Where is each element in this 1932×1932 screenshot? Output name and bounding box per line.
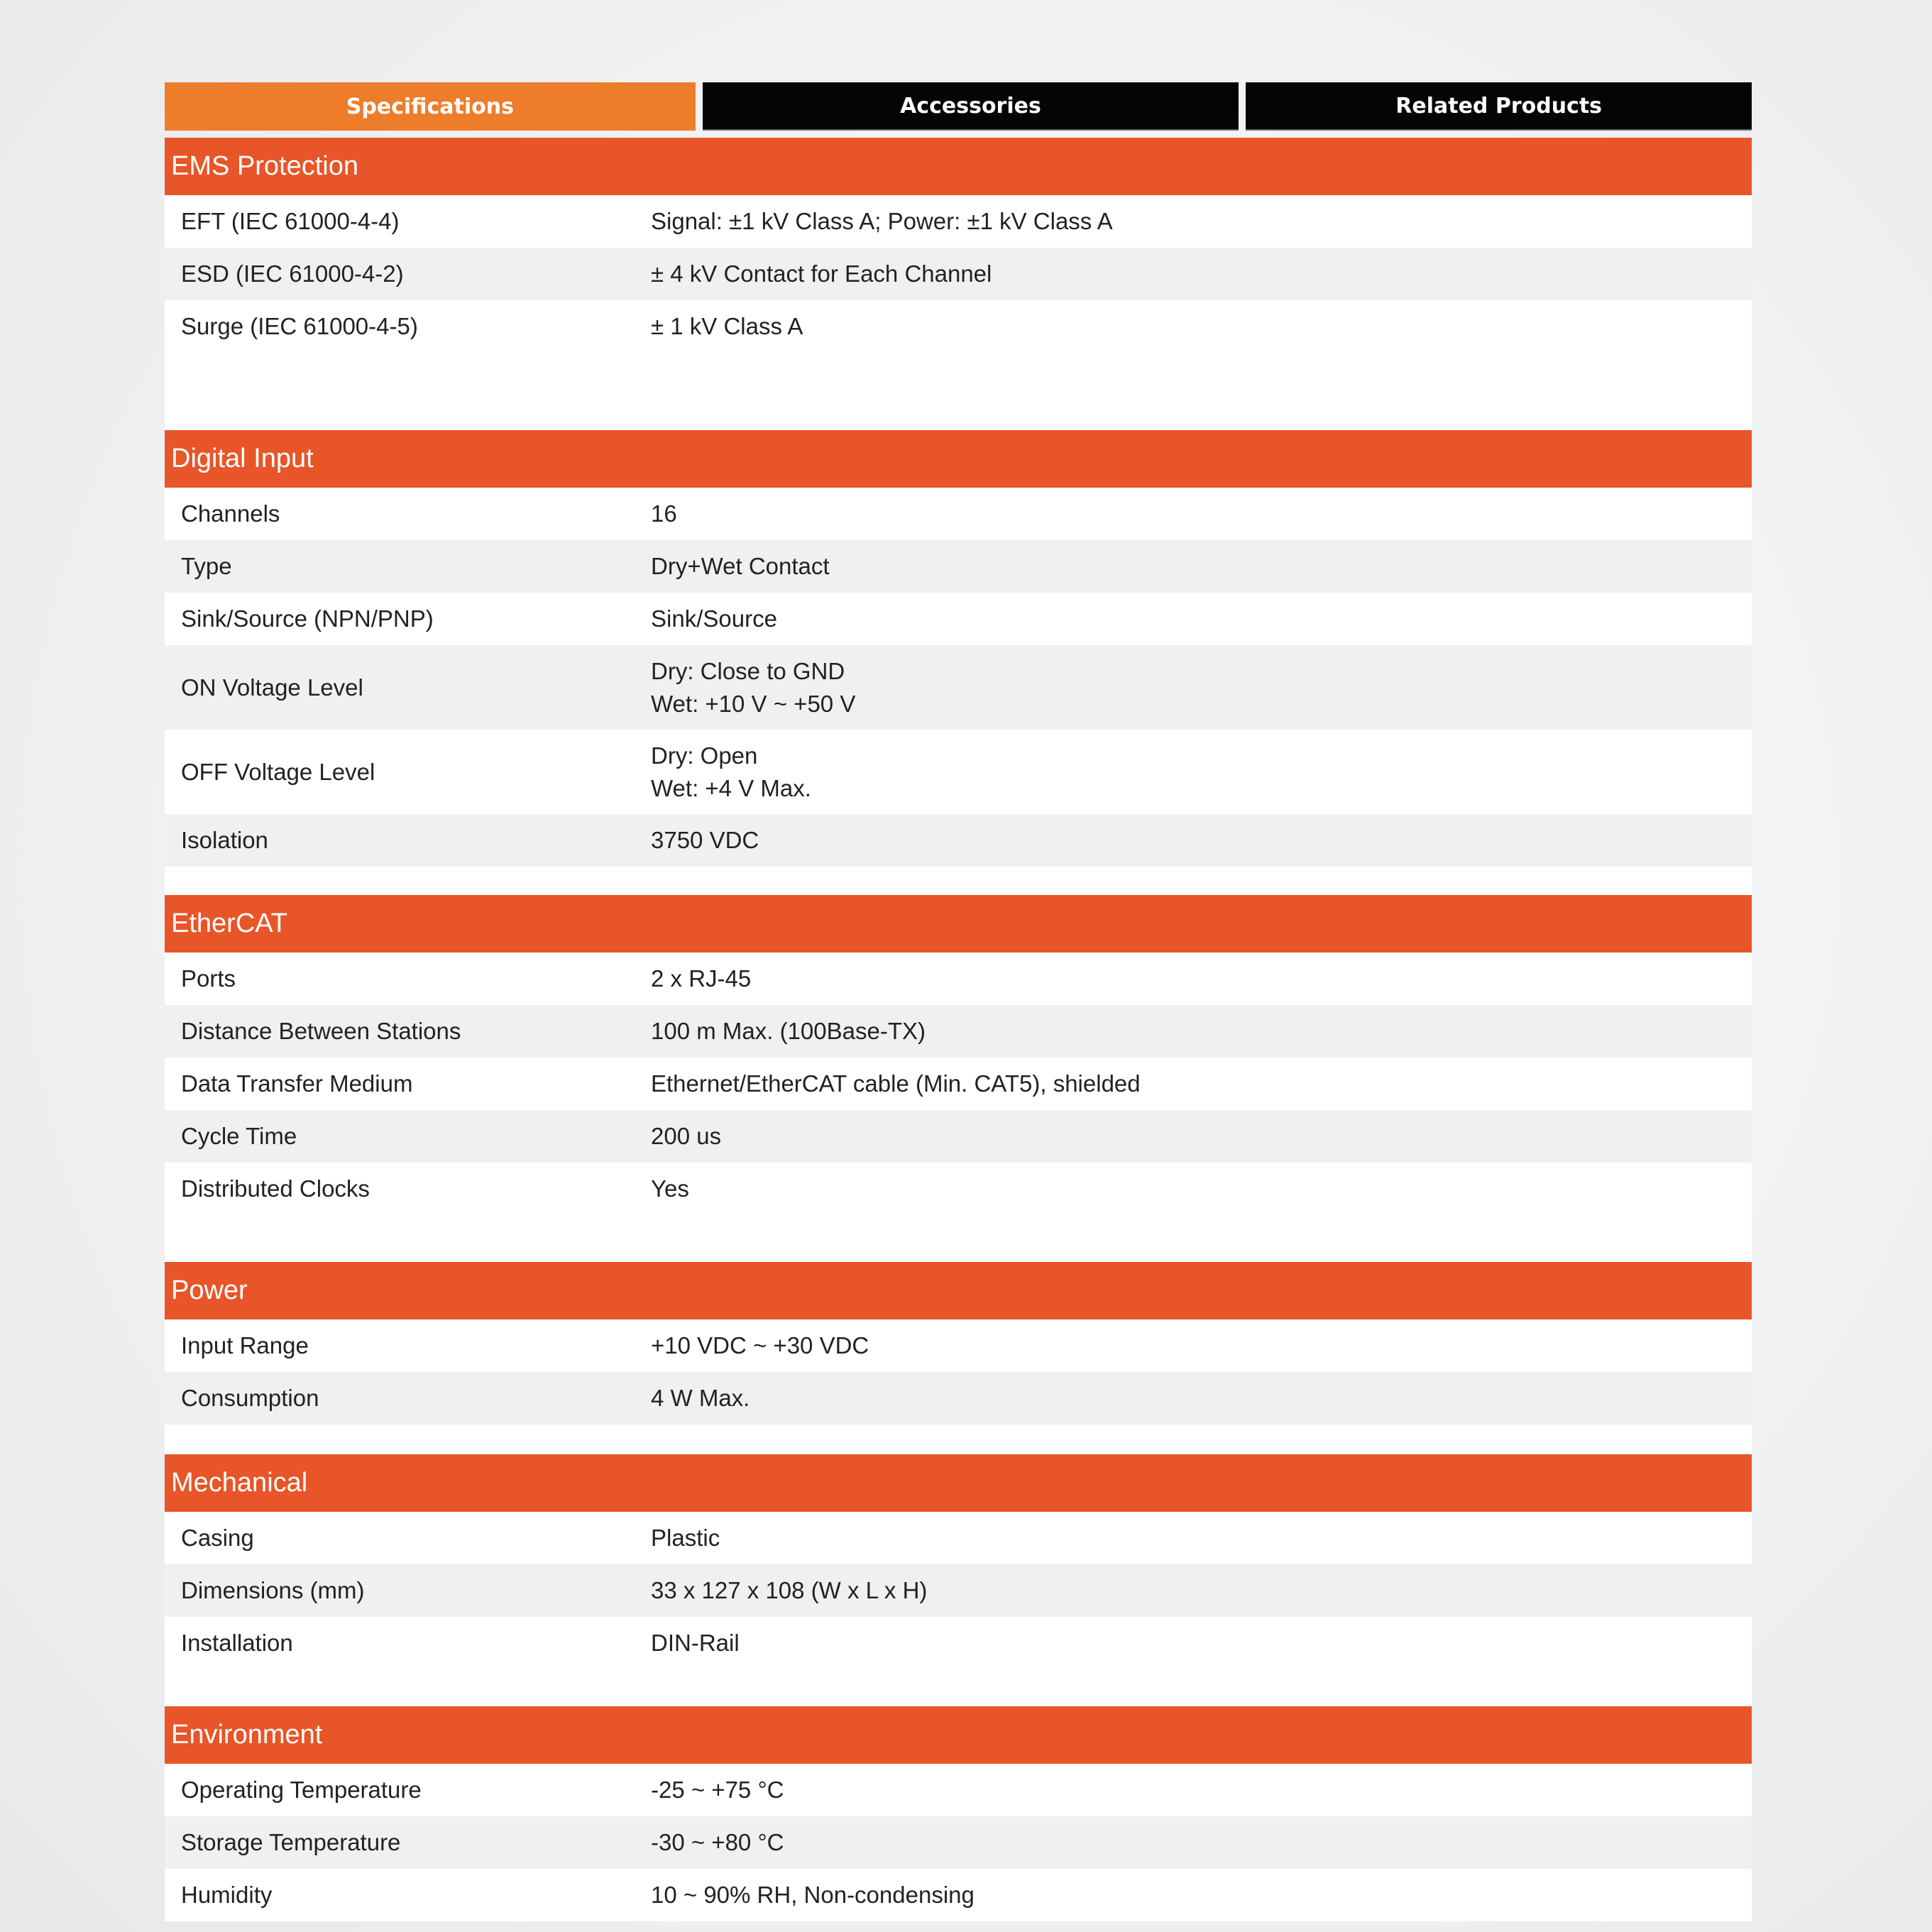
spec-value: Yes (651, 1175, 689, 1202)
spec-label: Consumption (181, 1385, 319, 1411)
section-spacer (165, 1215, 1752, 1262)
spec-row (165, 540, 1752, 593)
section-header-environment: Environment (165, 1706, 1752, 1764)
section-header-ethercat: EtherCAT (165, 895, 1752, 953)
spec-value: DIN-Rail (651, 1630, 740, 1656)
tab-related-products[interactable]: Related Products (1246, 82, 1752, 131)
spec-value: 10 ~ 90% RH, Non-condensing (651, 1882, 975, 1908)
spec-value: 16 (651, 500, 677, 527)
spec-label: Isolation (181, 827, 268, 853)
spec-row (165, 814, 1752, 867)
spec-label: Installation (181, 1630, 293, 1656)
section-power (165, 1319, 1752, 1425)
spec-label: Humidity (181, 1882, 273, 1908)
spec-row (165, 1869, 1752, 1921)
section-ethercat (165, 953, 1752, 1215)
spec-value (651, 655, 1752, 720)
section-mechanical (165, 1512, 1752, 1669)
spec-row (165, 645, 1752, 730)
spec-label: Type (181, 553, 232, 579)
spec-panel (165, 82, 1752, 1921)
spec-label: Casing (181, 1525, 254, 1551)
section-spacer (165, 1425, 1752, 1454)
spec-value: Dry+Wet Contact (651, 553, 830, 579)
spec-value: Sink/Source (651, 605, 777, 632)
spec-value: 200 us (651, 1123, 722, 1149)
spec-value: ± 4 kV Contact for Each Channel (651, 260, 992, 287)
spec-label: ESD (IEC 61000-4-2) (181, 260, 404, 287)
spec-label: Channels (181, 500, 280, 527)
section-header-power: Power (165, 1262, 1752, 1319)
tab-bar (165, 82, 1752, 131)
spec-value-line: Wet: +4 V Max. (651, 774, 811, 801)
spec-value: Plastic (651, 1525, 720, 1551)
spec-label: Ports (181, 965, 236, 992)
spec-label: Operating Temperature (181, 1777, 422, 1803)
spec-row (165, 195, 1752, 248)
spec-row (165, 1816, 1752, 1869)
spec-row (165, 1764, 1752, 1816)
spec-row (165, 953, 1752, 1005)
spec-value: -25 ~ +75 °C (651, 1777, 784, 1803)
spec-label: Dimensions (mm) (181, 1577, 365, 1603)
section-header-ems-protection: EMS Protection (165, 138, 1752, 195)
spec-label: ON Voltage Level (181, 674, 363, 701)
spec-row (165, 1005, 1752, 1058)
spec-row (165, 1617, 1752, 1669)
spec-value: Signal: ±1 kV Class A; Power: ±1 kV Class A (651, 208, 1113, 234)
spec-row (165, 300, 1752, 353)
spec-value: -30 ~ +80 °C (651, 1829, 784, 1855)
section-header-mechanical: Mechanical (165, 1454, 1752, 1512)
spec-row (165, 730, 1752, 814)
spec-value: +10 VDC ~ +30 VDC (651, 1332, 869, 1359)
spec-row (165, 1163, 1752, 1215)
spec-value-line: Dry: Open (651, 742, 758, 769)
section-spacer (165, 867, 1752, 895)
spec-row (165, 1319, 1752, 1372)
section-header-digital-input: Digital Input (165, 430, 1752, 488)
spec-label: Surge (IEC 61000-4-5) (181, 313, 418, 339)
spec-label: Distance Between Stations (181, 1018, 461, 1044)
spec-row (165, 1512, 1752, 1564)
tab-specifications[interactable]: Specifications (165, 82, 696, 131)
spec-label: Distributed Clocks (181, 1175, 370, 1202)
spec-row (165, 488, 1752, 540)
spec-label: Data Transfer Medium (181, 1070, 413, 1097)
section-ems-protection (165, 195, 1752, 353)
spec-row (165, 1372, 1752, 1425)
spec-value: ± 1 kV Class A (651, 313, 803, 339)
section-spacer (165, 1669, 1752, 1706)
spec-value: Ethernet/EtherCAT cable (Min. CAT5), shielded (651, 1070, 1141, 1097)
spec-value: 33 x 127 x 108 (W x L x H) (651, 1577, 928, 1603)
section-digital-input (165, 488, 1752, 867)
spec-row (165, 1058, 1752, 1110)
spec-row (165, 248, 1752, 300)
spec-label: Sink/Source (NPN/PNP) (181, 605, 434, 632)
spec-label: Cycle Time (181, 1123, 297, 1149)
spec-value: 100 m Max. (100Base-TX) (651, 1018, 926, 1044)
spec-label: EFT (IEC 61000-4-4) (181, 208, 400, 234)
spec-row (165, 1564, 1752, 1617)
spec-value: 3750 VDC (651, 827, 759, 853)
tab-accessories[interactable]: Accessories (703, 82, 1239, 131)
spec-value (651, 740, 1752, 805)
spec-label: OFF Voltage Level (181, 758, 375, 785)
spec-value-line: Wet: +10 V ~ +50 V (651, 690, 856, 717)
spec-value: 2 x RJ-45 (651, 965, 752, 992)
spec-label: Storage Temperature (181, 1829, 401, 1855)
spec-row (165, 1110, 1752, 1163)
spec-row (165, 593, 1752, 645)
section-environment (165, 1764, 1752, 1921)
section-spacer (165, 353, 1752, 430)
spec-value-line: Dry: Close to GND (651, 657, 845, 684)
spec-label: Input Range (181, 1332, 309, 1359)
spec-value: 4 W Max. (651, 1385, 750, 1411)
